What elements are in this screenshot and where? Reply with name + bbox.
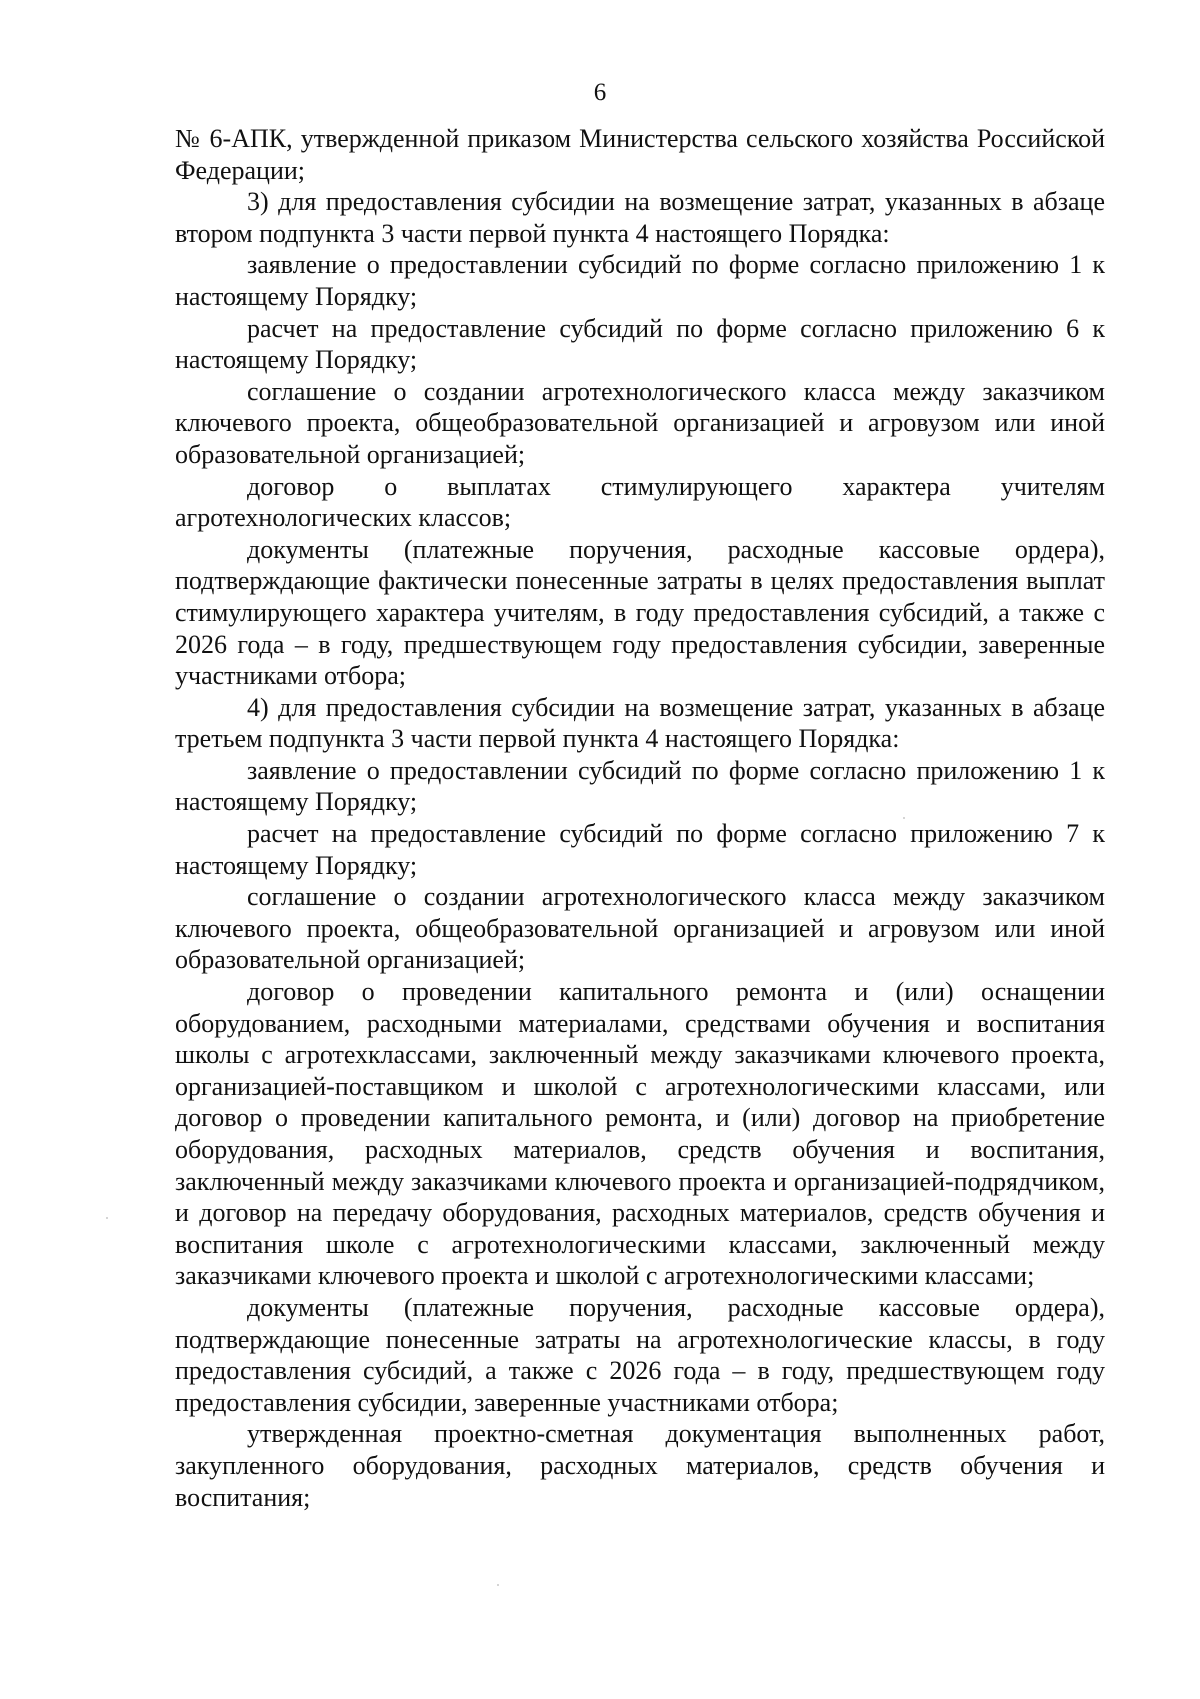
paragraph-item-4: 4) для предоставления субсидии на возмещение затрат, указанных в абзаце третьем подпункта 3 части первой пункта 4 настоящего Порядка:	[175, 692, 1105, 754]
paragraph-calculation-2: расчет на предоставление субсидий по форме согласно приложению 7 к настоящему Порядку;	[175, 819, 1105, 880]
paragraph-application-2: заявление о предоставлении субсидий по форме согласно приложению 1 к настоящему Порядку;	[175, 755, 1105, 817]
scan-speck	[497, 1584, 499, 1586]
document-body	[175, 123, 1105, 1513]
paragraph-item-3: 3) для предоставления субсидии на возмещение затрат, указанных в абзаце втором подпункта 3 части первой пункта 4 настоящего Порядка:	[175, 187, 1105, 248]
paragraph-continuation: № 6-АПК, утвержденной приказом Министерства сельского хозяйства Российской Федерации;	[175, 124, 1105, 185]
paragraph-contract-payments: договор о выплатах стимулирующего характера учителям агротехнологических классов;	[175, 471, 1105, 533]
paragraph-documents-payments: документы (платежные поручения, расходные кассовые ордера), подтверждающие фактически понесенные затраты в целях предоставления выплат стимулирующего характера учителям, в году предоставления субсидий, а также с 2026 года – в году, предшествующем году предоставления субсидии, заверенные участниками отбора;	[175, 534, 1105, 691]
paragraph-project-documentation: утвержденная проектно-сметная документация выполненных работ, закупленного оборудования, расходных материалов, средств обучения и воспитания;	[175, 1419, 1105, 1512]
paragraph-documents-expenses: документы (платежные поручения, расходные кассовые ордера), подтверждающие понесенные затраты на агротехнологические классы, в году предоставления субсидий, а также с 2026 года – в году, предшествующем году предоставления субсидии, заверенные участниками отбора;	[175, 1292, 1105, 1417]
paragraph-calculation: расчет на предоставление субсидий по форме согласно приложению 6 к настоящему Порядку;	[175, 313, 1105, 375]
paragraph-agreement-2: соглашение о создании агротехнологического класса между заказчиком ключевого проекта, общеобразовательной организацией и агровузом или иной образовательной организацией;	[175, 882, 1105, 975]
page-number: 6	[593, 79, 607, 106]
paragraph-agreement: соглашение о создании агротехнологического класса между заказчиком ключевого проекта, общеобразовательной организацией и агровузом или иной образовательной организацией;	[175, 376, 1105, 469]
paragraph-contract-repair: договор о проведении капитального ремонта и (или) оснащении оборудованием, расходными материалами, средствами обучения и воспитания школы с агротехклассами, заключенный между заказчиками ключевого проекта, организацией-поставщиком и школой с агротехнологическими классами, или договор о проведении капитального ремонта, и (или) договор на приобретение оборудования, расходных материалов, средств обучения и воспитания, заключенный между заказчиками ключевого проекта и организацией-подрядчиком, и договор на передачу оборудования, расходных материалов, средств обучения и воспитания школе с агротехнологическими классами, заключенный между заказчиками ключевого проекта и школой с агротехнологическими классами;	[175, 977, 1105, 1291]
paragraph-application: заявление о предоставлении субсидий по форме согласно приложению 1 к настоящему Порядку;	[175, 250, 1105, 311]
scan-speck	[106, 1217, 108, 1219]
scan-speck	[903, 817, 905, 819]
